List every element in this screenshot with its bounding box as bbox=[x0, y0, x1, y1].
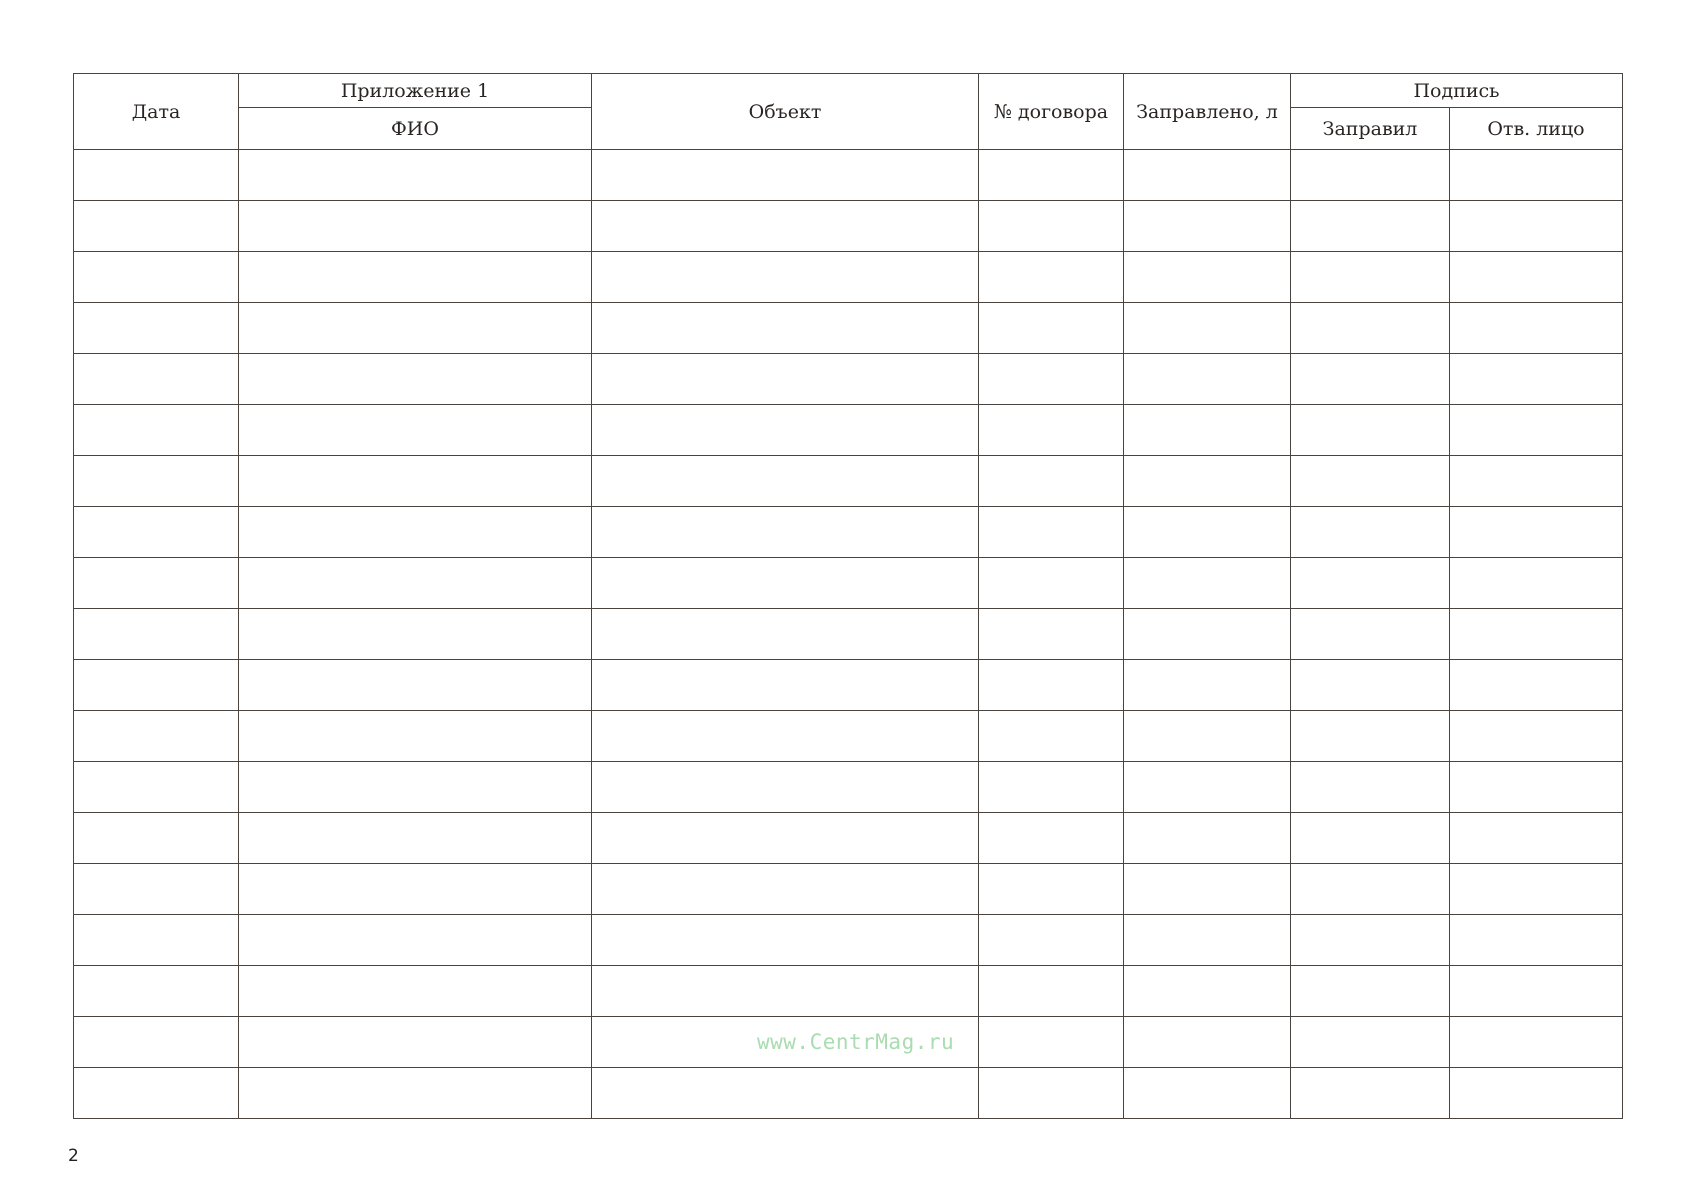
cell-date[interactable] bbox=[74, 354, 239, 405]
cell-refueled-liters[interactable] bbox=[1124, 252, 1291, 303]
cell-fio[interactable] bbox=[239, 813, 592, 864]
cell-contract-number[interactable] bbox=[979, 150, 1124, 201]
cell-responsible-person[interactable] bbox=[1450, 660, 1623, 711]
cell-object[interactable] bbox=[592, 507, 979, 558]
table-body bbox=[74, 150, 1623, 1119]
cell-refueled-liters[interactable] bbox=[1124, 201, 1291, 252]
table-row bbox=[74, 405, 1623, 456]
cell-date[interactable] bbox=[74, 507, 239, 558]
cell-contract-number[interactable] bbox=[979, 456, 1124, 507]
cell-responsible-person[interactable] bbox=[1450, 762, 1623, 813]
cell-responsible-person[interactable] bbox=[1450, 609, 1623, 660]
cell-date[interactable] bbox=[74, 150, 239, 201]
cell-responsible-person[interactable] bbox=[1450, 558, 1623, 609]
cell-object[interactable] bbox=[592, 456, 979, 507]
cell-refueled-by[interactable] bbox=[1291, 711, 1450, 762]
cell-responsible-person[interactable] bbox=[1450, 252, 1623, 303]
cell-refueled-by[interactable] bbox=[1291, 252, 1450, 303]
cell-refueled-by[interactable] bbox=[1291, 456, 1450, 507]
table-row bbox=[74, 711, 1623, 762]
table-row bbox=[74, 609, 1623, 660]
cell-refueled-by[interactable] bbox=[1291, 1017, 1450, 1068]
cell-refueled-liters[interactable] bbox=[1124, 813, 1291, 864]
cell-date[interactable] bbox=[74, 864, 239, 915]
header-refueled-liters: Заправлено, л bbox=[1124, 74, 1291, 150]
cell-fio[interactable] bbox=[239, 201, 592, 252]
cell-refueled-liters[interactable] bbox=[1124, 660, 1291, 711]
cell-fio[interactable] bbox=[239, 507, 592, 558]
cell-refueled-by[interactable] bbox=[1291, 354, 1450, 405]
cell-responsible-person[interactable] bbox=[1450, 354, 1623, 405]
table-row bbox=[74, 864, 1623, 915]
cell-fio[interactable] bbox=[239, 303, 592, 354]
header-refueled-by: Заправил bbox=[1291, 108, 1450, 150]
cell-fio[interactable] bbox=[239, 456, 592, 507]
cell-date[interactable] bbox=[74, 660, 239, 711]
table-row bbox=[74, 456, 1623, 507]
cell-responsible-person[interactable] bbox=[1450, 711, 1623, 762]
cell-refueled-liters[interactable] bbox=[1124, 1068, 1291, 1119]
header-fio: ФИО bbox=[239, 108, 592, 150]
cell-date[interactable] bbox=[74, 303, 239, 354]
cell-refueled-liters[interactable] bbox=[1124, 609, 1291, 660]
header-appendix: Приложение 1 bbox=[239, 74, 592, 108]
cell-refueled-liters[interactable] bbox=[1124, 864, 1291, 915]
cell-responsible-person[interactable] bbox=[1450, 405, 1623, 456]
cell-responsible-person[interactable] bbox=[1450, 1068, 1623, 1119]
cell-fio[interactable] bbox=[239, 558, 592, 609]
cell-refueled-by[interactable] bbox=[1291, 966, 1450, 1017]
cell-object[interactable] bbox=[592, 660, 979, 711]
cell-contract-number[interactable] bbox=[979, 303, 1124, 354]
cell-responsible-person[interactable] bbox=[1450, 915, 1623, 966]
cell-refueled-by[interactable] bbox=[1291, 864, 1450, 915]
cell-fio[interactable] bbox=[239, 711, 592, 762]
cell-fio[interactable] bbox=[239, 354, 592, 405]
cell-refueled-liters[interactable] bbox=[1124, 405, 1291, 456]
cell-contract-number[interactable] bbox=[979, 609, 1124, 660]
cell-responsible-person[interactable] bbox=[1450, 150, 1623, 201]
cell-refueled-by[interactable] bbox=[1291, 1068, 1450, 1119]
cell-refueled-liters[interactable] bbox=[1124, 762, 1291, 813]
cell-contract-number[interactable] bbox=[979, 1017, 1124, 1068]
cell-contract-number[interactable] bbox=[979, 660, 1124, 711]
cell-contract-number[interactable] bbox=[979, 507, 1124, 558]
table-row bbox=[74, 354, 1623, 405]
cell-object[interactable] bbox=[592, 609, 979, 660]
table-header bbox=[74, 74, 1623, 150]
cell-responsible-person[interactable] bbox=[1450, 456, 1623, 507]
table-row bbox=[74, 1068, 1623, 1119]
fuel-log-table bbox=[73, 73, 1623, 1119]
cell-fio[interactable] bbox=[239, 1068, 592, 1119]
table-row bbox=[74, 507, 1623, 558]
cell-fio[interactable] bbox=[239, 609, 592, 660]
cell-date[interactable] bbox=[74, 711, 239, 762]
cell-fio[interactable] bbox=[239, 915, 592, 966]
table-row bbox=[74, 252, 1623, 303]
cell-refueled-liters[interactable] bbox=[1124, 915, 1291, 966]
page-number: 2 bbox=[68, 1146, 79, 1166]
table-row bbox=[74, 915, 1623, 966]
cell-refueled-liters[interactable] bbox=[1124, 150, 1291, 201]
cell-refueled-by[interactable] bbox=[1291, 813, 1450, 864]
cell-refueled-liters[interactable] bbox=[1124, 1017, 1291, 1068]
cell-refueled-liters[interactable] bbox=[1124, 966, 1291, 1017]
cell-responsible-person[interactable] bbox=[1450, 813, 1623, 864]
cell-object[interactable] bbox=[592, 813, 979, 864]
cell-fio[interactable] bbox=[239, 252, 592, 303]
cell-contract-number[interactable] bbox=[979, 711, 1124, 762]
cell-refueled-by[interactable] bbox=[1291, 660, 1450, 711]
cell-date[interactable] bbox=[74, 1068, 239, 1119]
cell-refueled-by[interactable] bbox=[1291, 303, 1450, 354]
header-date: Дата bbox=[74, 74, 239, 150]
cell-refueled-by[interactable] bbox=[1291, 405, 1450, 456]
cell-fio[interactable] bbox=[239, 150, 592, 201]
cell-object[interactable] bbox=[592, 762, 979, 813]
cell-fio[interactable] bbox=[239, 762, 592, 813]
cell-responsible-person[interactable] bbox=[1450, 303, 1623, 354]
cell-date[interactable] bbox=[74, 966, 239, 1017]
watermark: www.CentrMag.ru bbox=[757, 1030, 955, 1054]
cell-contract-number[interactable] bbox=[979, 252, 1124, 303]
cell-date[interactable] bbox=[74, 456, 239, 507]
table-row bbox=[74, 201, 1623, 252]
cell-refueled-liters[interactable] bbox=[1124, 507, 1291, 558]
cell-contract-number[interactable] bbox=[979, 762, 1124, 813]
cell-contract-number[interactable] bbox=[979, 864, 1124, 915]
cell-object[interactable] bbox=[592, 1068, 979, 1119]
cell-date[interactable] bbox=[74, 558, 239, 609]
cell-object[interactable] bbox=[592, 354, 979, 405]
table-row bbox=[74, 762, 1623, 813]
cell-object[interactable] bbox=[592, 864, 979, 915]
cell-contract-number[interactable] bbox=[979, 558, 1124, 609]
cell-fio[interactable] bbox=[239, 864, 592, 915]
cell-responsible-person[interactable] bbox=[1450, 1017, 1623, 1068]
cell-contract-number[interactable] bbox=[979, 354, 1124, 405]
cell-date[interactable] bbox=[74, 762, 239, 813]
cell-object[interactable] bbox=[592, 252, 979, 303]
header-contract-number: № договора bbox=[979, 74, 1124, 150]
cell-responsible-person[interactable] bbox=[1450, 966, 1623, 1017]
cell-date[interactable] bbox=[74, 1017, 239, 1068]
cell-object[interactable] bbox=[592, 915, 979, 966]
cell-object[interactable] bbox=[592, 150, 979, 201]
cell-refueled-liters[interactable] bbox=[1124, 711, 1291, 762]
header-responsible-person: Отв. лицо bbox=[1450, 108, 1623, 150]
table-row bbox=[74, 660, 1623, 711]
cell-object[interactable] bbox=[592, 405, 979, 456]
cell-refueled-by[interactable] bbox=[1291, 915, 1450, 966]
cell-date[interactable] bbox=[74, 252, 239, 303]
cell-fio[interactable] bbox=[239, 1017, 592, 1068]
cell-fio[interactable] bbox=[239, 405, 592, 456]
cell-fio[interactable] bbox=[239, 966, 592, 1017]
table-row bbox=[74, 558, 1623, 609]
cell-contract-number[interactable] bbox=[979, 915, 1124, 966]
cell-object[interactable] bbox=[592, 201, 979, 252]
cell-date[interactable] bbox=[74, 609, 239, 660]
cell-refueled-liters[interactable] bbox=[1124, 303, 1291, 354]
cell-object[interactable] bbox=[592, 966, 979, 1017]
table-row bbox=[74, 303, 1623, 354]
cell-refueled-liters[interactable] bbox=[1124, 354, 1291, 405]
table-row bbox=[74, 150, 1623, 201]
table-row bbox=[74, 966, 1623, 1017]
cell-refueled-by[interactable] bbox=[1291, 609, 1450, 660]
cell-date[interactable] bbox=[74, 915, 239, 966]
cell-responsible-person[interactable] bbox=[1450, 201, 1623, 252]
cell-responsible-person[interactable] bbox=[1450, 864, 1623, 915]
cell-object[interactable] bbox=[592, 711, 979, 762]
cell-refueled-by[interactable] bbox=[1291, 201, 1450, 252]
table-row bbox=[74, 813, 1623, 864]
cell-contract-number[interactable] bbox=[979, 813, 1124, 864]
cell-date[interactable] bbox=[74, 201, 239, 252]
cell-fio[interactable] bbox=[239, 660, 592, 711]
cell-refueled-by[interactable] bbox=[1291, 558, 1450, 609]
cell-responsible-person[interactable] bbox=[1450, 507, 1623, 558]
cell-refueled-liters[interactable] bbox=[1124, 456, 1291, 507]
header-object: Объект bbox=[592, 74, 979, 150]
cell-object[interactable] bbox=[592, 303, 979, 354]
cell-date[interactable] bbox=[74, 405, 239, 456]
cell-refueled-liters[interactable] bbox=[1124, 558, 1291, 609]
header-signature: Подпись bbox=[1291, 74, 1623, 108]
cell-object[interactable] bbox=[592, 558, 979, 609]
cell-refueled-by[interactable] bbox=[1291, 762, 1450, 813]
cell-contract-number[interactable] bbox=[979, 966, 1124, 1017]
cell-refueled-by[interactable] bbox=[1291, 507, 1450, 558]
cell-contract-number[interactable] bbox=[979, 1068, 1124, 1119]
cell-refueled-by[interactable] bbox=[1291, 150, 1450, 201]
cell-date[interactable] bbox=[74, 813, 239, 864]
cell-contract-number[interactable] bbox=[979, 405, 1124, 456]
cell-contract-number[interactable] bbox=[979, 201, 1124, 252]
